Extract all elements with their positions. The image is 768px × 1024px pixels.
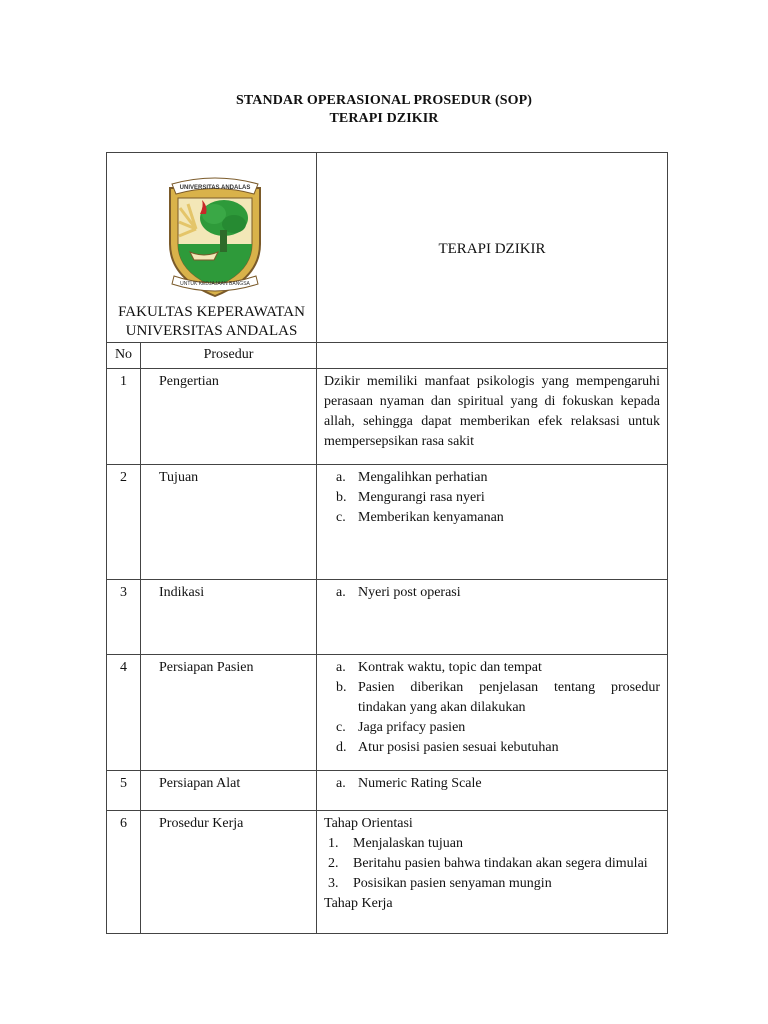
row-content <box>317 811 668 934</box>
list-marker: a. <box>336 776 346 791</box>
column-header-prosedur: Prosedur <box>141 343 317 369</box>
row-number: 3 <box>107 580 141 655</box>
list-marker: d. <box>336 740 347 755</box>
university-logo <box>162 174 268 302</box>
table-row <box>107 771 668 811</box>
list-item <box>324 488 660 508</box>
list-item <box>324 738 660 758</box>
list-marker: a. <box>336 585 346 600</box>
procedure-title: TERAPI DZIKIR <box>438 241 546 257</box>
row-label: Indikasi <box>141 580 317 655</box>
list-item <box>324 508 660 528</box>
list-item <box>324 678 660 718</box>
list-item-text: Beritahu pasien bahwa tindakan akan segera dimulai <box>353 856 648 871</box>
definition-text: Dzikir memiliki manfaat psikologis yang mempengaruhi perasaan nyaman dan spiritual yang di fokuskan kepada allah, sehingga dapat memberikan efek relaksasi untuk mempersepsikan rasa sakit <box>324 374 660 449</box>
stage-heading: Tahap Kerja <box>324 896 393 911</box>
list-marker: a. <box>336 470 346 485</box>
row-label: Tujuan <box>141 465 317 580</box>
list-item <box>324 468 660 488</box>
faculty-name <box>107 303 316 341</box>
list-marker: b. <box>336 680 347 695</box>
list-marker: 2. <box>328 856 339 871</box>
list-marker: b. <box>336 490 347 505</box>
row-number: 6 <box>107 811 141 934</box>
table-row <box>107 465 668 580</box>
list-item-text: Mengalihkan perhatian <box>358 470 488 485</box>
list-item-text: Nyeri post operasi <box>358 585 461 600</box>
table-row <box>107 369 668 465</box>
list-item <box>324 834 660 854</box>
list-item <box>324 874 660 894</box>
header-row <box>107 153 668 343</box>
list-item <box>324 854 660 874</box>
list-item <box>324 658 660 678</box>
row-label: Pengertian <box>141 369 317 465</box>
document-title: STANDAR OPERASIONAL PROSEDUR (SOP) <box>235 93 532 108</box>
column-header-empty <box>317 343 668 369</box>
list-marker: a. <box>336 660 346 675</box>
list-item-text: Kontrak waktu, topic dan tempat <box>358 660 542 675</box>
header-title-cell <box>317 153 668 343</box>
list-item-text: Menjalaskan tujuan <box>353 836 464 851</box>
row-label: Prosedur Kerja <box>141 811 317 934</box>
list-item-text: Pasien diberikan penjelasan tentang prosedur tindakan yang akan dilakukan <box>358 680 660 715</box>
row-content <box>317 771 668 811</box>
list-item-text: Atur posisi pasien sesuai kebutuhan <box>358 740 559 755</box>
list-marker: c. <box>336 510 346 525</box>
table-row <box>107 811 668 934</box>
row-number: 5 <box>107 771 141 811</box>
list-item-text: Posisikan pasien senyaman mungin <box>353 876 552 891</box>
row-content <box>317 580 668 655</box>
row-number: 4 <box>107 655 141 771</box>
row-content <box>317 465 668 580</box>
column-header-no: No <box>107 343 141 369</box>
table-row <box>107 655 668 771</box>
faculty-line-1: FAKULTAS KEPERAWATAN <box>118 304 305 320</box>
row-number: 1 <box>107 369 141 465</box>
list-item-text: Numeric Rating Scale <box>358 776 482 791</box>
row-label: Persiapan Alat <box>141 771 317 811</box>
header-logo-cell <box>107 153 317 343</box>
row-content <box>317 369 668 465</box>
stage-heading: Tahap Orientasi <box>324 816 413 831</box>
row-number: 2 <box>107 465 141 580</box>
list-marker: 1. <box>328 836 339 851</box>
document-subtitle: TERAPI DZIKIR <box>329 111 439 126</box>
svg-text:UNTUK KEDJAJAAN BANGSA: UNTUK KEDJAJAAN BANGSA <box>180 281 250 287</box>
faculty-line-2: UNIVERSITAS ANDALAS <box>125 323 298 339</box>
list-item-text: Mengurangi rasa nyeri <box>358 490 485 505</box>
row-label: Persiapan Pasien <box>141 655 317 771</box>
list-item <box>324 583 660 603</box>
list-item <box>324 774 660 794</box>
column-header-row <box>107 343 668 369</box>
table-row <box>107 580 668 655</box>
sop-table <box>106 152 668 934</box>
list-item-text: Memberikan kenyamanan <box>358 510 504 525</box>
list-item <box>324 718 660 738</box>
svg-text:UNIVERSITAS ANDALAS: UNIVERSITAS ANDALAS <box>179 185 251 191</box>
row-content <box>317 655 668 771</box>
list-marker: 3. <box>328 876 339 891</box>
list-marker: c. <box>336 720 346 735</box>
unand-crest-icon <box>162 174 268 302</box>
list-item-text: Jaga prifacy pasien <box>358 720 466 735</box>
